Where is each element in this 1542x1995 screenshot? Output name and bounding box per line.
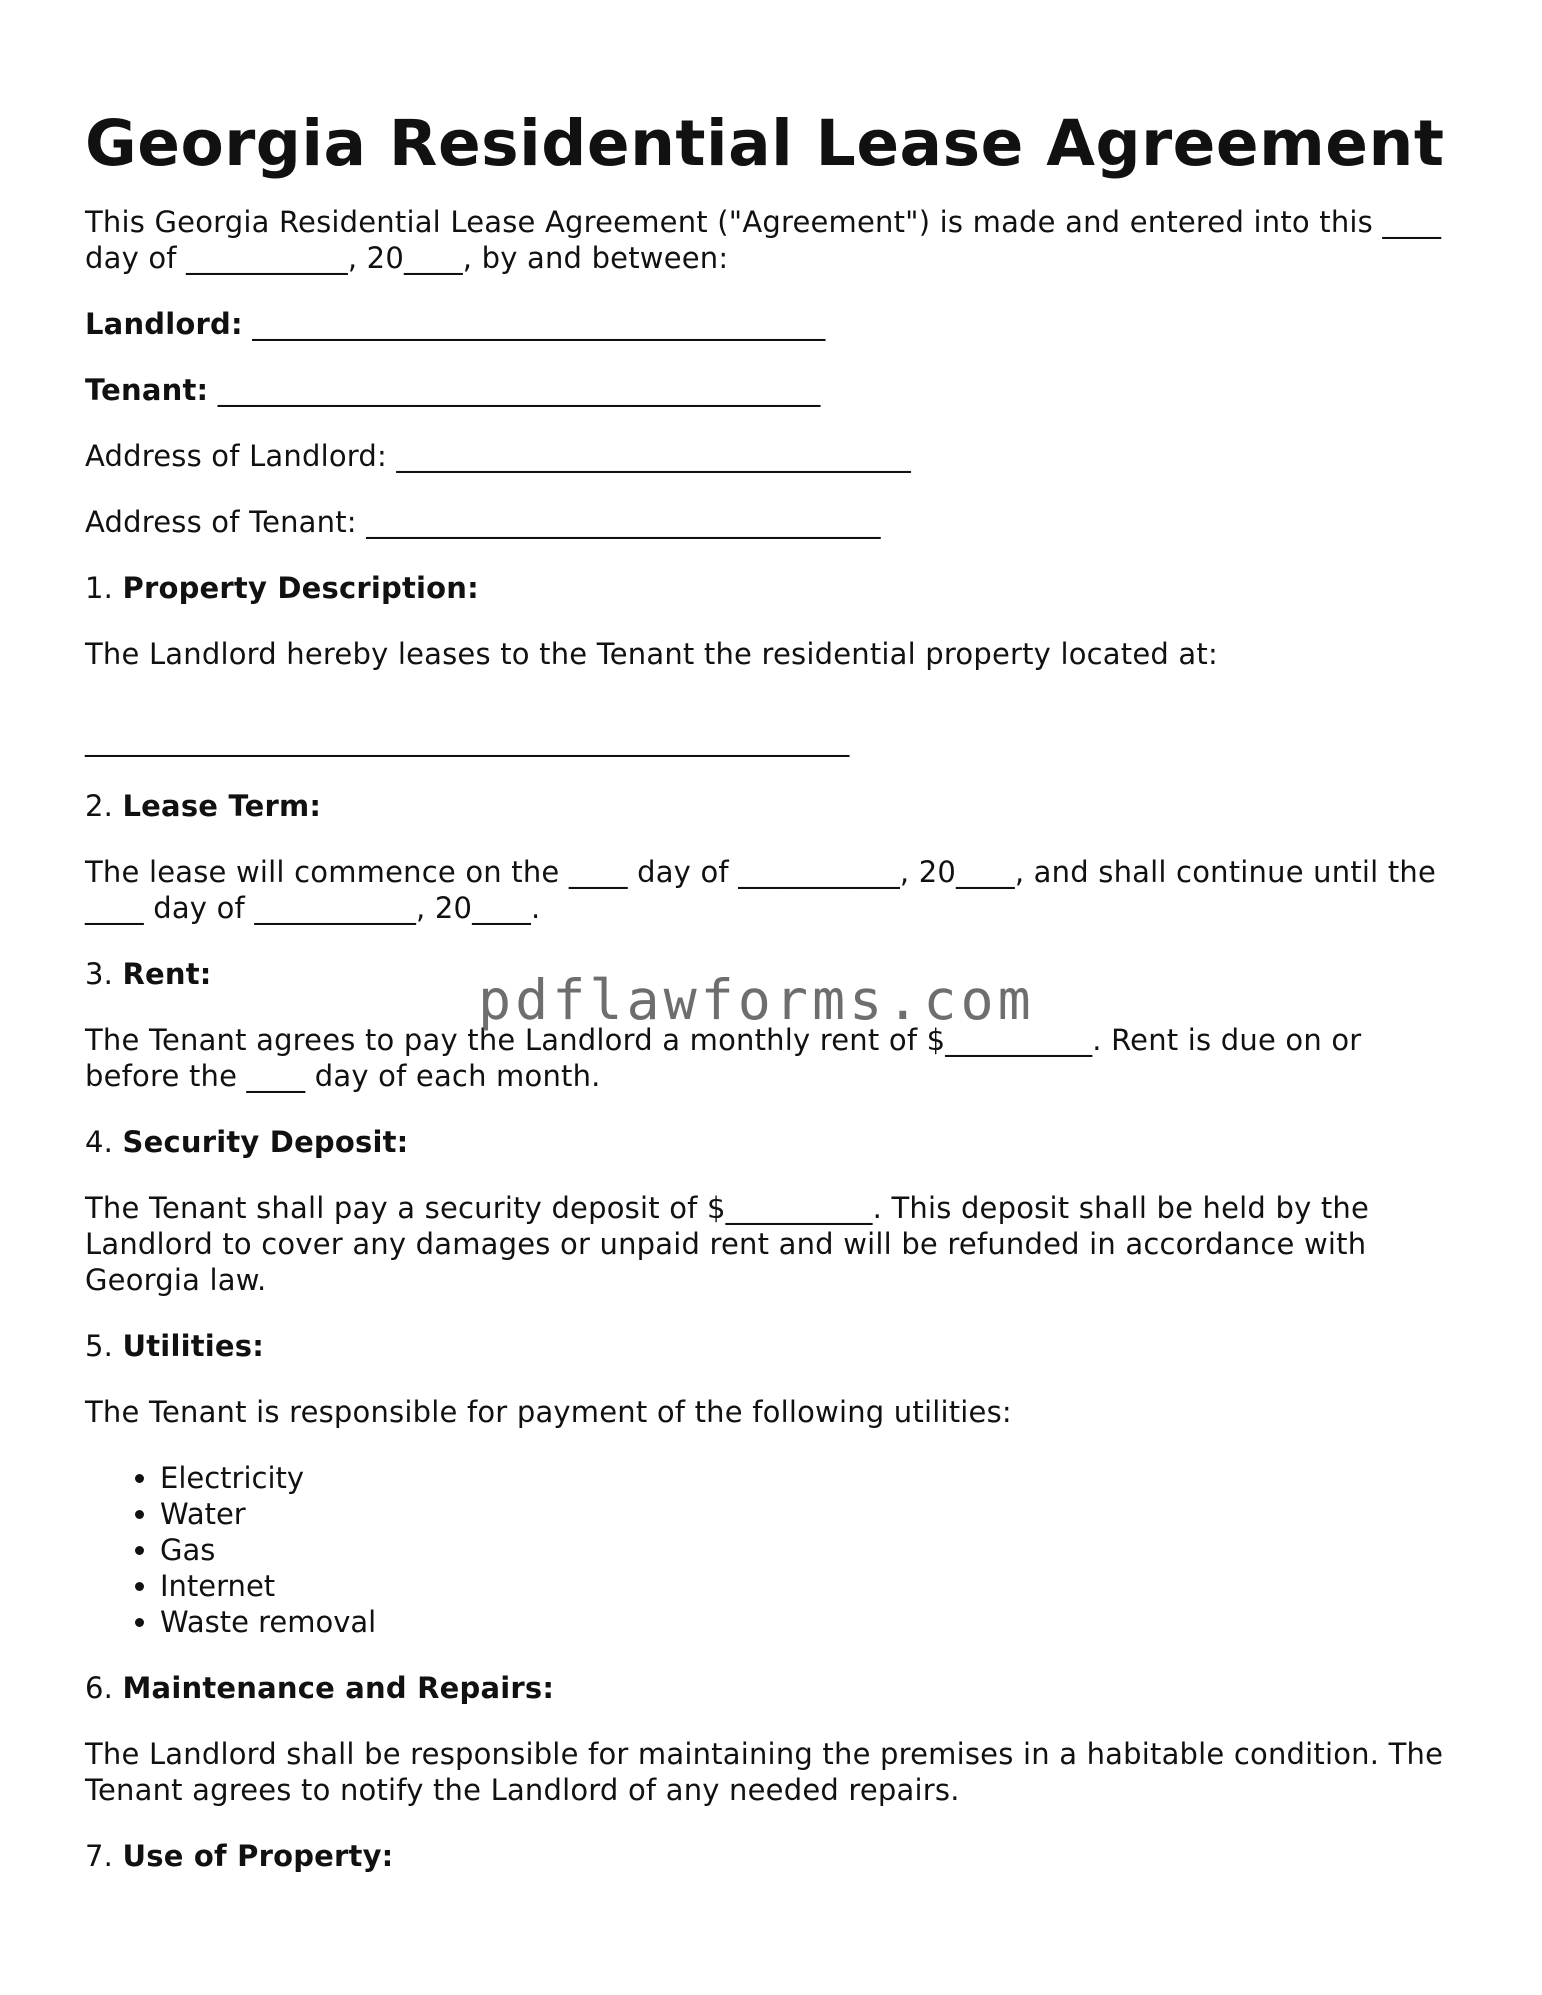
document-page xyxy=(85,104,1465,1904)
landlord-blank: _______________________________________ xyxy=(252,307,826,341)
section-7-number: 7. xyxy=(85,1839,114,1873)
section-2-number: 2. xyxy=(85,789,114,823)
document-title: Georgia Residential Lease Agreement xyxy=(85,107,1445,180)
section-6-number: 6. xyxy=(85,1671,114,1705)
intro-paragraph: This Georgia Residential Lease Agreement ("Agreement") is made and entered into this ____ day of ___________, 20____, by and between: xyxy=(85,205,1442,275)
section-4-heading xyxy=(85,1124,1465,1160)
section-1-heading xyxy=(85,570,1465,606)
section-5-text: The Tenant is responsible for payment of the following utilities: xyxy=(85,1395,1012,1429)
section-2-title: Lease Term: xyxy=(122,789,322,823)
landlord-label: Landlord: xyxy=(85,307,243,341)
section-1-title: Property Description: xyxy=(122,571,479,605)
list-item: • Gas xyxy=(160,1532,1465,1568)
section-6-title: Maintenance and Repairs: xyxy=(122,1671,555,1705)
landlord-line xyxy=(85,306,1465,342)
section-2-heading xyxy=(85,788,1465,824)
section-6-heading xyxy=(85,1670,1465,1706)
list-item: • Waste removal xyxy=(160,1604,1465,1640)
tenant-line xyxy=(85,372,1465,408)
tenant-label: Tenant: xyxy=(85,373,209,407)
section-4-title: Security Deposit: xyxy=(122,1125,409,1159)
section-4-text: The Tenant shall pay a security deposit of $__________. This deposit shall be held by the Landlord to cover any damages or unpaid rent and will be refunded in accordance with Georgia law. xyxy=(85,1191,1370,1297)
section-7-heading xyxy=(85,1838,1465,1874)
section-6-text: The Landlord shall be responsible for maintaining the premises in a habitable condition. The Tenant agrees to notify the Landlord of any needed repairs. xyxy=(85,1737,1444,1807)
section-5-title: Utilities: xyxy=(122,1329,265,1363)
section-2-text: The lease will commence on the ____ day of ___________, 20____, and shall continue until the ____ day of ___________, 20____. xyxy=(85,855,1437,925)
list-item: • Water xyxy=(160,1496,1465,1532)
section-1-blank: ____________________________________________________ xyxy=(85,723,850,757)
watermark: pdflawforms.com xyxy=(478,968,1035,1032)
section-5-heading xyxy=(85,1328,1465,1364)
section-3-title: Rent: xyxy=(122,957,212,991)
section-3-text: The Tenant agrees to pay the Landlord a monthly rent of $__________. Rent is due on or before the ____ day of each month. xyxy=(85,1023,1362,1093)
landlord-address-line: Address of Landlord: ___________________________________ xyxy=(85,439,911,473)
list-item: • Internet xyxy=(160,1568,1465,1604)
section-7-title: Use of Property: xyxy=(122,1839,394,1873)
list-item: • Electricity xyxy=(160,1460,1465,1496)
section-3-heading xyxy=(85,956,1465,992)
section-1-number: 1. xyxy=(85,571,114,605)
utilities-list xyxy=(85,1460,1465,1640)
tenant-blank: _________________________________________ xyxy=(217,373,821,407)
section-4-number: 4. xyxy=(85,1125,114,1159)
section-3-number: 3. xyxy=(85,957,114,991)
tenant-address-line: Address of Tenant: ___________________________________ xyxy=(85,505,881,539)
section-5-number: 5. xyxy=(85,1329,114,1363)
section-1-text: The Landlord hereby leases to the Tenant the residential property located at: xyxy=(85,637,1218,671)
